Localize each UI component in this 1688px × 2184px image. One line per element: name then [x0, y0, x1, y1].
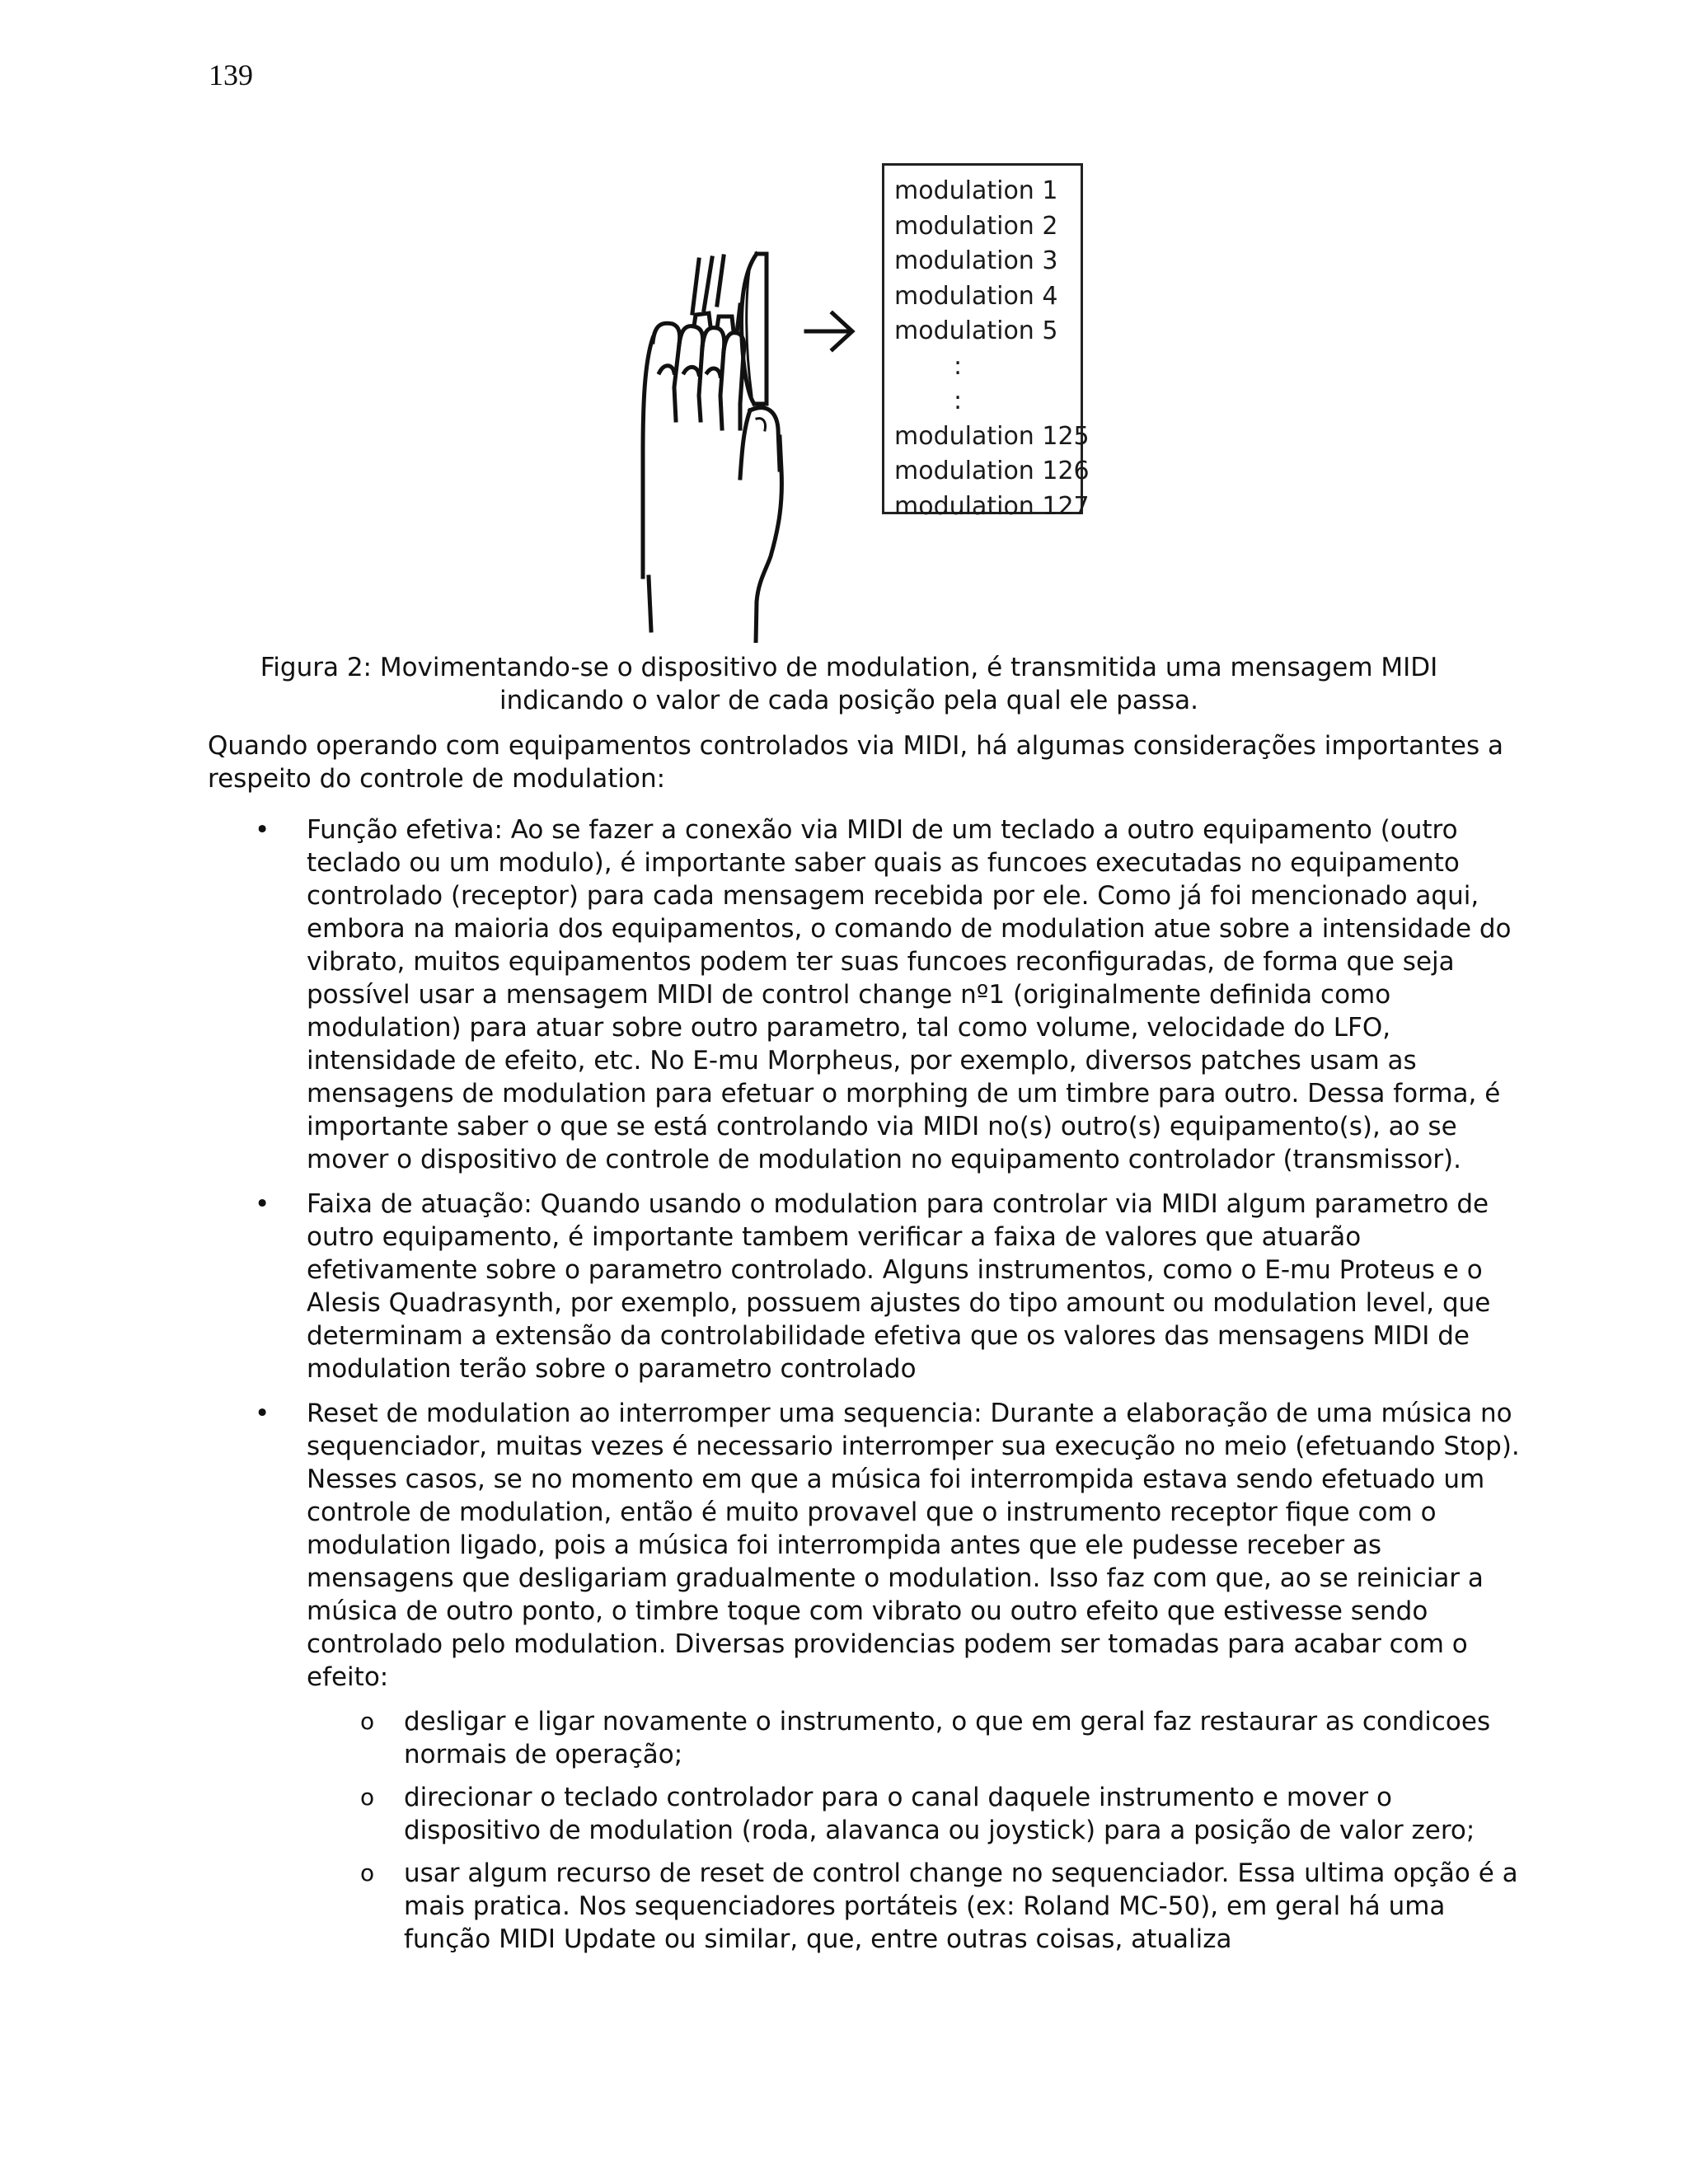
sub-list-item-text: direcionar o teclado controlador para o canal daquele instrumento e mover o dispositivo de modulation (roda, alavanca ou joystick) para a posição de valor zero; — [404, 1783, 1475, 1845]
ellipsis-dots: : — [954, 351, 963, 381]
list-item-text: Reset de modulation ao interromper uma sequencia: Durante a elaboração de uma música no sequenciador, muitas vezes é necessario interromper sua execução no meio (efetuando Stop). Nesses casos, se no momento em que a música foi interrompida estava sendo efetuado um controle de modulation, então é muito provavel que o instrumento receptor fique com o modulation ligado, pois a música foi interrompida antes que ele pudesse receber as mensagens que desligariam gradualmente o modulation. Isso faz com que, ao se reiniciar a música de outro ponto, o timbre toque com vibrato ou outro efeito que estivesse sendo controlado pelo modulation. Diversas providencias podem ser tomadas para acabar com o efeito: — [307, 1399, 1520, 1692]
sub-list-item-text: desligar e ligar novamente o instrumento, o que em geral faz restaurar as condicoes normais de operação; — [404, 1707, 1491, 1769]
modulation-list-item: modulation 127 — [894, 491, 1090, 521]
bullet-icon: • — [255, 1189, 270, 1219]
bullet-icon: • — [255, 1399, 270, 1428]
sub-list-item — [307, 1857, 1535, 1956]
page-number: 139 — [209, 59, 253, 91]
list-item — [208, 1188, 1535, 1385]
modulation-list-item: modulation 125 — [894, 421, 1090, 451]
caption-line: Figura 2: Movimentando-se o dispositivo de modulation, é transmitida uma mensagem MIDI — [260, 653, 1438, 682]
figure-caption — [190, 651, 1508, 717]
circle-bullet-icon: o — [360, 1783, 375, 1811]
list-item — [208, 1397, 1535, 1956]
body-text — [208, 729, 1535, 1967]
list-item-text: Função efetiva: Ao se fazer a conexão via MIDI de um teclado a outro equipamento (outro teclado ou um modulo), é importante saber quais as funcoes executadas no equipamento controlado (receptor) para cada mensagem recebida por ele. Como já foi mencionado aqui, embora na maioria dos equipamentos, o comando de modulation atue sobre a intensidade do vibrato, muitos equipamentos podem ter suas funcoes reconfiguradas, de forma que seja possível usar a mensagem MIDI de control change nº1 (originalmente definida como modulation) para atuar sobre outro parametro, tal como volume, velocidade do LFO, intensidade de efeito, etc. No E-mu Morpheus, por exemplo, diversos patches usam as mensagens de modulation para efetuar o morphing de um timbre para outro. Dessa forma, é importante saber o que se está controlando via MIDI no(s) outro(s) equipamento(s), ao se mover o dispositivo de controle de modulation no equipamento controlador (transmissor). — [307, 815, 1512, 1174]
considerations-list — [208, 813, 1535, 1956]
modulation-list-item: modulation 4 — [894, 281, 1058, 311]
providencias-sublist — [307, 1705, 1535, 1956]
modulation-value-list — [882, 163, 1090, 521]
modulation-list-item: modulation 126 — [894, 457, 1090, 485]
sub-list-item-text: usar algum recurso de reset de control change no sequenciador. Essa ultima opção é a mais pratica. Nos sequenciadores portáteis (ex: Roland MC-50), em geral há uma função MIDI Update ou similar, que, entre outras coisas, atualiza — [404, 1858, 1518, 1954]
caption-line: indicando o valor de cada posição pela qual ele passa. — [499, 686, 1198, 715]
modulation-list-item: modulation 1 — [894, 176, 1058, 205]
modulation-list-item: modulation 5 — [894, 316, 1058, 345]
list-item — [208, 813, 1535, 1176]
figure-modulation — [626, 157, 1154, 643]
ellipsis-dots: : — [954, 387, 963, 415]
circle-bullet-icon: o — [360, 1859, 375, 1886]
list-item-text: Faixa de atuação: Quando usando o modulation para controlar via MIDI algum parametro de outro equipamento, é importante tambem verificar a faixa de valores que atuarão efetivamente sobre o parametro controlado. Alguns instrumentos, como o E-mu Proteus e o Alesis Quadrasynth, por exemplo, possuem ajustes do tipo amount ou modulation level, que determinam a extensão da controlabilidade efetiva que os valores das mensagens MIDI de modulation terão sobre o parametro controlado — [307, 1189, 1491, 1384]
sub-list-item — [307, 1781, 1535, 1847]
intro-paragraph: Quando operando com equipamentos controlados via MIDI, há algumas considerações importantes a respeito do controle de modulation: — [208, 731, 1503, 794]
modulation-list-item: modulation 2 — [894, 211, 1058, 241]
bullet-icon: • — [255, 815, 270, 845]
modulation-list-item: modulation 3 — [894, 246, 1058, 275]
hand-on-modulation-wheel-illustration — [626, 157, 882, 643]
circle-bullet-icon: o — [360, 1708, 375, 1735]
sub-list-item — [307, 1705, 1535, 1771]
